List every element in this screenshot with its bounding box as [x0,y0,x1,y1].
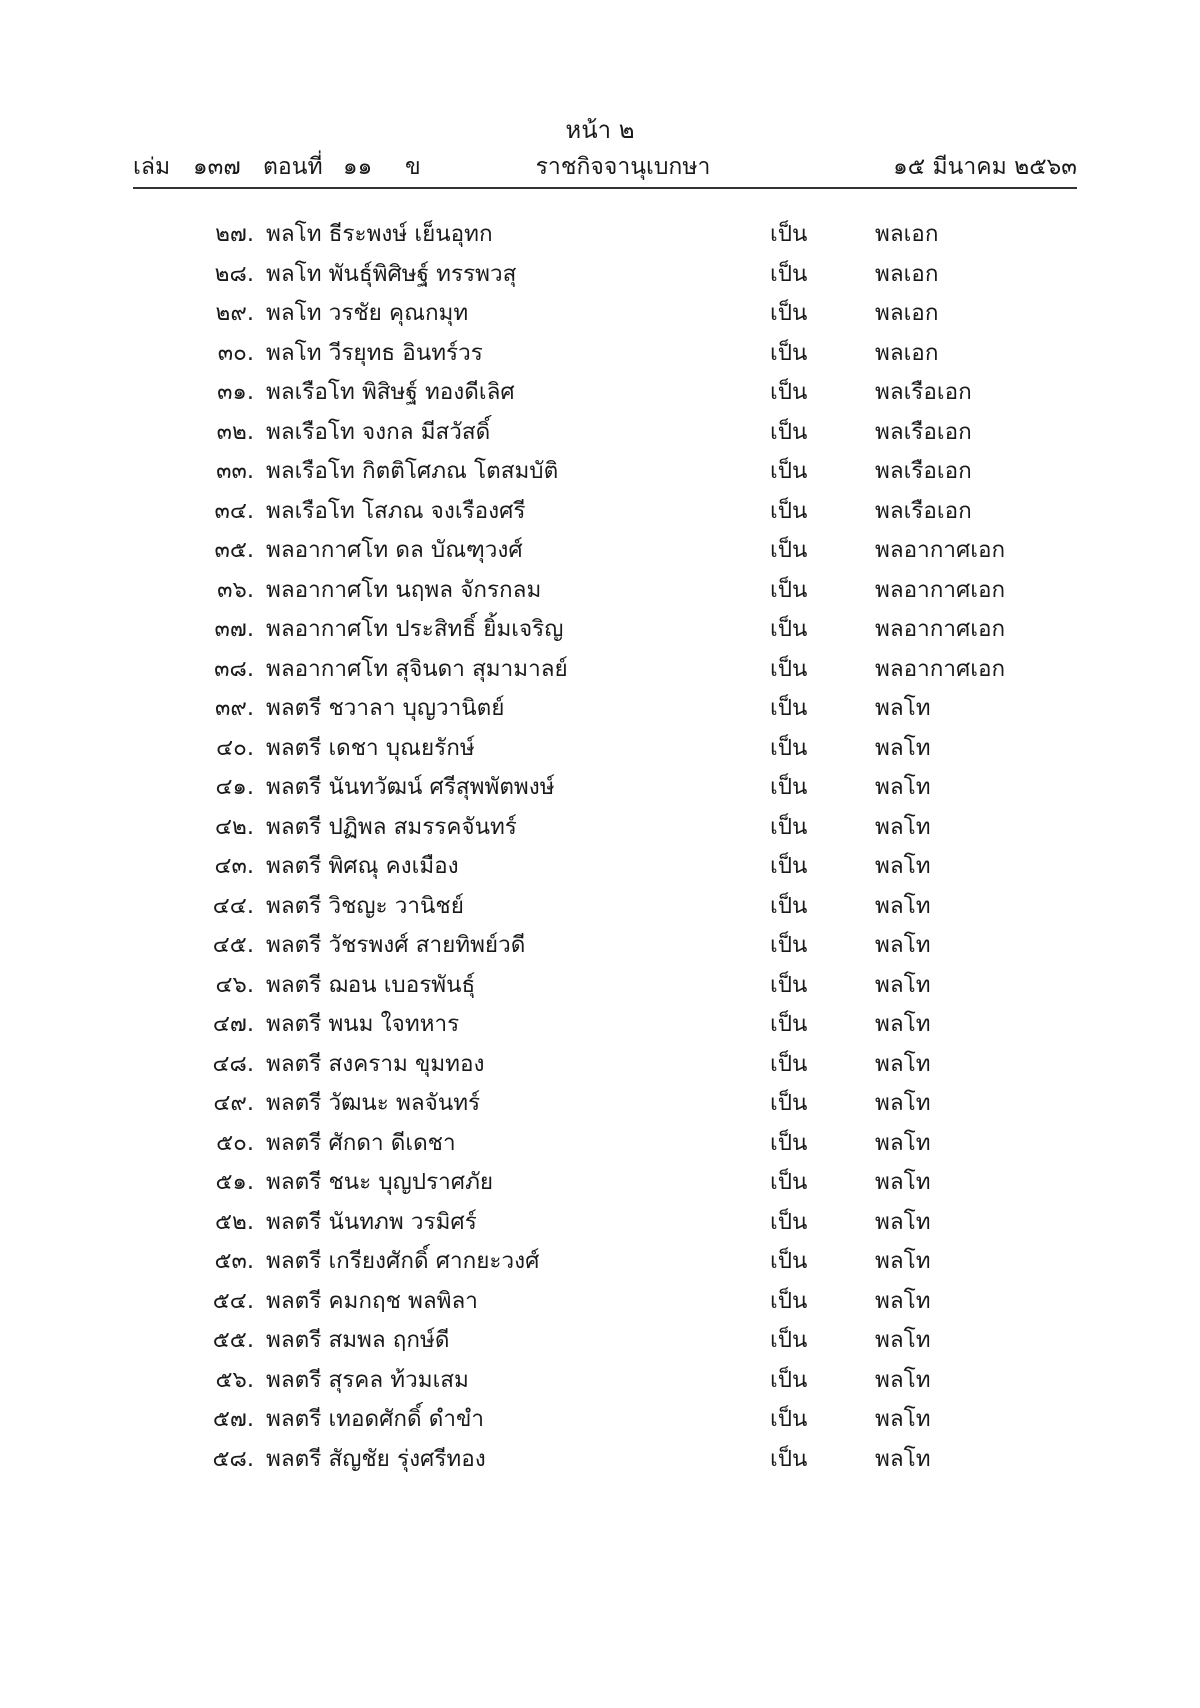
entry-conjunction: เป็น [770,932,808,958]
entry-number: ๔๖. [215,971,254,998]
entry-new-rank: พลโท [875,1248,931,1274]
entry-conjunction: เป็น [770,774,808,800]
entry-conjunction: เป็น [770,260,808,287]
list-item [0,1282,1200,1322]
entry-number: ๓๗. [214,616,254,642]
entry-conjunction: เป็น [770,418,808,445]
entry-number: ๓๙. [214,695,254,721]
entry-conjunction: เป็น [770,458,808,484]
entry-name: พลตรี เดชา บุณยรักษ์ [266,734,475,761]
entry-name: พลตรี ฌอน เบอรพันธุ์ [266,971,476,998]
list-item [0,294,1200,334]
list-item [0,1440,1200,1480]
volume-label: เล่ม [133,154,171,180]
entry-name: พลอากาศโท ดล บัณฑุวงศ์ [266,537,523,563]
entry-conjunction: เป็น [770,576,808,603]
entry-new-rank: พลโท [875,734,931,761]
entry-new-rank: พลโท [875,1366,931,1393]
entry-number: ๓๓. [216,458,254,484]
entry-new-rank: พลโท [875,1287,931,1314]
entry-name: พลอากาศโท ประสิทธิ์ ยิ้มเจริญ [266,616,564,642]
entry-number: ๔๙. [213,1090,254,1116]
entry-number: ๔๕. [212,932,254,958]
entry-conjunction: เป็น [770,1248,808,1274]
entry-conjunction: เป็น [770,695,808,721]
entry-conjunction: เป็น [770,339,808,366]
entry-name: พลตรี สัญชัย รุ่งศรีทอง [266,1445,486,1472]
list-item [0,571,1200,611]
entry-new-rank: พลเรือเอก [875,497,972,524]
entry-name: พลตรี วิชญะ วานิชย์ [266,892,464,919]
entry-name: พลตรี นันทวัฒน์ ศรีสุพพัตพงษ์ [266,774,555,800]
entry-conjunction: เป็น [770,616,808,642]
entry-new-rank: พลเรือเอก [875,379,972,405]
entry-new-rank: พลโท [875,1169,931,1195]
header-divider [133,187,1077,189]
list-item [0,1163,1200,1203]
entry-conjunction: เป็น [770,813,808,840]
entry-name: พลเรือโท พิสิษฐ์ ทองดีเลิศ [266,379,515,405]
promotion-list [0,215,1200,1479]
entry-conjunction: เป็น [770,300,808,326]
entry-new-rank: พลโท [875,892,931,919]
entry-number: ๔๘. [212,1050,254,1077]
entry-conjunction: เป็น [770,1129,808,1156]
gazette-title: ราชกิจจานุเบกษา [535,154,711,180]
entry-number: ๓๒. [216,418,254,445]
entry-new-rank: พลโท [875,695,931,721]
list-item [0,452,1200,492]
publication-date: ๑๕ มีนาคม ๒๕๖๓ [893,154,1077,180]
entry-conjunction: เป็น [770,1406,808,1432]
list-item [0,1084,1200,1124]
entry-new-rank: พลโท [875,932,931,958]
gazette-header [133,150,1077,184]
entry-number: ๕๖. [215,1366,254,1393]
entry-conjunction: เป็น [770,1050,808,1077]
entry-name: พลตรี เกรียงศักดิ์ ศากยะวงศ์ [266,1248,540,1274]
entry-new-rank: พลโท [875,774,931,800]
list-item [0,1203,1200,1243]
entry-conjunction: เป็น [770,1208,808,1235]
list-item [0,1321,1200,1361]
list-item [0,373,1200,413]
entry-number: ๔๒. [214,813,254,840]
entry-name: พลอากาศโท นฤพล จักรกลม [266,576,542,603]
entry-new-rank: พลโท [875,1050,931,1077]
entry-number: ๓๖. [217,576,254,603]
section-letter: ข [405,154,421,180]
entry-number: ๔๑. [215,774,254,800]
entry-conjunction: เป็น [770,1169,808,1195]
entry-name: พลตรี วัชรพงศ์ สายทิพย์วดี [266,932,526,958]
entry-number: ๕๑. [215,1169,254,1195]
list-item [0,413,1200,453]
entry-conjunction: เป็น [770,221,808,247]
list-item [0,1242,1200,1282]
entry-number: ๒๗. [215,221,254,247]
entry-number: ๕๕. [212,1327,254,1353]
entry-name: พลตรี สงคราม ขุมทอง [266,1050,485,1077]
issue-number: ๑๑ [343,154,373,180]
list-item [0,887,1200,927]
entry-name: พลเรือโท กิตติโศภณ โตสมบัติ [266,458,559,484]
entry-number: ๓๐. [217,339,254,366]
list-item [0,492,1200,532]
entry-number: ๕๐. [216,1129,254,1156]
list-item [0,255,1200,295]
entry-name: พลโท พันธุ์พิศิษฐ์ ทรรพวสุ [266,260,517,287]
entry-new-rank: พลโท [875,1129,931,1156]
entry-number: ๒๙. [215,300,254,326]
entry-new-rank: พลเรือเอก [875,458,972,484]
issue-label: ตอนที่ [263,154,323,180]
entry-new-rank: พลโท [875,1208,931,1235]
entry-name: พลตรี ชนะ บุญปราศภัย [266,1169,494,1195]
entry-number: ๓๑. [217,379,254,405]
entry-new-rank: พลอากาศเอก [875,537,1006,563]
entry-name: พลตรี สมพล ฤกษ์ดี [266,1327,450,1353]
list-item [0,966,1200,1006]
entry-number: ๔๔. [212,892,254,919]
entry-name: พลตรี ชวาลา บุญวานิตย์ [266,695,505,721]
entry-name: พลตรี พนม ใจทหาร [266,1011,460,1037]
entry-number: ๕๓. [214,1248,254,1274]
entry-number: ๔๐. [216,734,254,761]
entry-conjunction: เป็น [770,497,808,524]
entry-conjunction: เป็น [770,1445,808,1472]
list-item [0,689,1200,729]
entry-new-rank: พลโท [875,853,931,879]
entry-new-rank: พลโท [875,1327,931,1353]
entry-new-rank: พลเรือเอก [875,418,972,445]
entry-new-rank: พลอากาศเอก [875,655,1006,682]
list-item [0,1361,1200,1401]
entry-name: พลตรี เทอดศักดิ์ ดำขำ [266,1406,485,1432]
entry-number: ๓๔. [214,497,254,524]
entry-new-rank: พลเอก [875,339,939,366]
entry-new-rank: พลอากาศเอก [875,616,1006,642]
entry-conjunction: เป็น [770,537,808,563]
entry-number: ๒๘. [214,260,254,287]
entry-number: ๕๘. [212,1445,254,1472]
entry-number: ๓๘. [214,655,254,682]
entry-name: พลเรือโท โสภณ จงเรืองศรี [266,497,526,524]
entry-number: ๔๗. [212,1011,254,1037]
list-item [0,1045,1200,1085]
entry-new-rank: พลเอก [875,260,939,287]
entry-name: พลตรี คมกฤช พลพิลา [266,1287,478,1314]
volume-number: ๑๓๗ [193,154,241,180]
entry-new-rank: พลโท [875,1445,931,1472]
list-item [0,334,1200,374]
list-item [0,215,1200,255]
entry-name: พลตรี ปฏิพล สมรรคจันทร์ [266,813,517,840]
entry-conjunction: เป็น [770,971,808,998]
list-item [0,610,1200,650]
entry-number: ๕๒. [214,1208,254,1235]
list-item [0,1124,1200,1164]
entry-new-rank: พลเอก [875,221,939,247]
entry-conjunction: เป็น [770,1287,808,1314]
entry-conjunction: เป็น [770,655,808,682]
list-item [0,1400,1200,1440]
entry-name: พลโท วีรยุทธ อินทร์วร [266,339,483,366]
entry-new-rank: พลโท [875,1406,931,1432]
entry-name: พลตรี นันทภพ วรมิศร์ [266,1208,477,1235]
entry-name: พลตรี ศักดา ดีเดชา [266,1129,456,1156]
entry-conjunction: เป็น [770,1011,808,1037]
entry-number: ๓๕. [214,537,254,563]
entry-name: พลตรี สุรคล ท้วมเสม [266,1366,469,1393]
entry-new-rank: พลเอก [875,300,939,326]
entry-conjunction: เป็น [770,1327,808,1353]
entry-new-rank: พลโท [875,813,931,840]
list-item [0,650,1200,690]
entry-new-rank: พลโท [875,971,931,998]
entry-new-rank: พลอากาศเอก [875,576,1006,603]
list-item [0,768,1200,808]
list-item [0,1005,1200,1045]
entry-name: พลโท ธีระพงษ์ เย็นอุทก [266,221,493,247]
page-number: หน้า ๒ [565,116,635,144]
entry-name: พลตรี วัฒนะ พลจันทร์ [266,1090,481,1116]
list-item [0,926,1200,966]
entry-number: ๕๔. [212,1287,254,1314]
entry-number: ๕๗. [212,1406,254,1432]
list-item [0,729,1200,769]
entry-name: พลตรี พิศณุ คงเมือง [266,853,459,879]
entry-conjunction: เป็น [770,379,808,405]
entry-name: พลเรือโท จงกล มีสวัสดิ์ [266,418,491,445]
entry-conjunction: เป็น [770,892,808,919]
entry-name: พลอากาศโท สุจินดา สุมามาลย์ [266,655,568,682]
entry-new-rank: พลโท [875,1090,931,1116]
entry-conjunction: เป็น [770,734,808,761]
entry-number: ๔๓. [214,853,254,879]
entry-new-rank: พลโท [875,1011,931,1037]
list-item [0,531,1200,571]
entry-conjunction: เป็น [770,1366,808,1393]
list-item [0,808,1200,848]
entry-conjunction: เป็น [770,1090,808,1116]
entry-conjunction: เป็น [770,853,808,879]
list-item [0,847,1200,887]
entry-name: พลโท วรชัย คุณกมุท [266,300,469,326]
